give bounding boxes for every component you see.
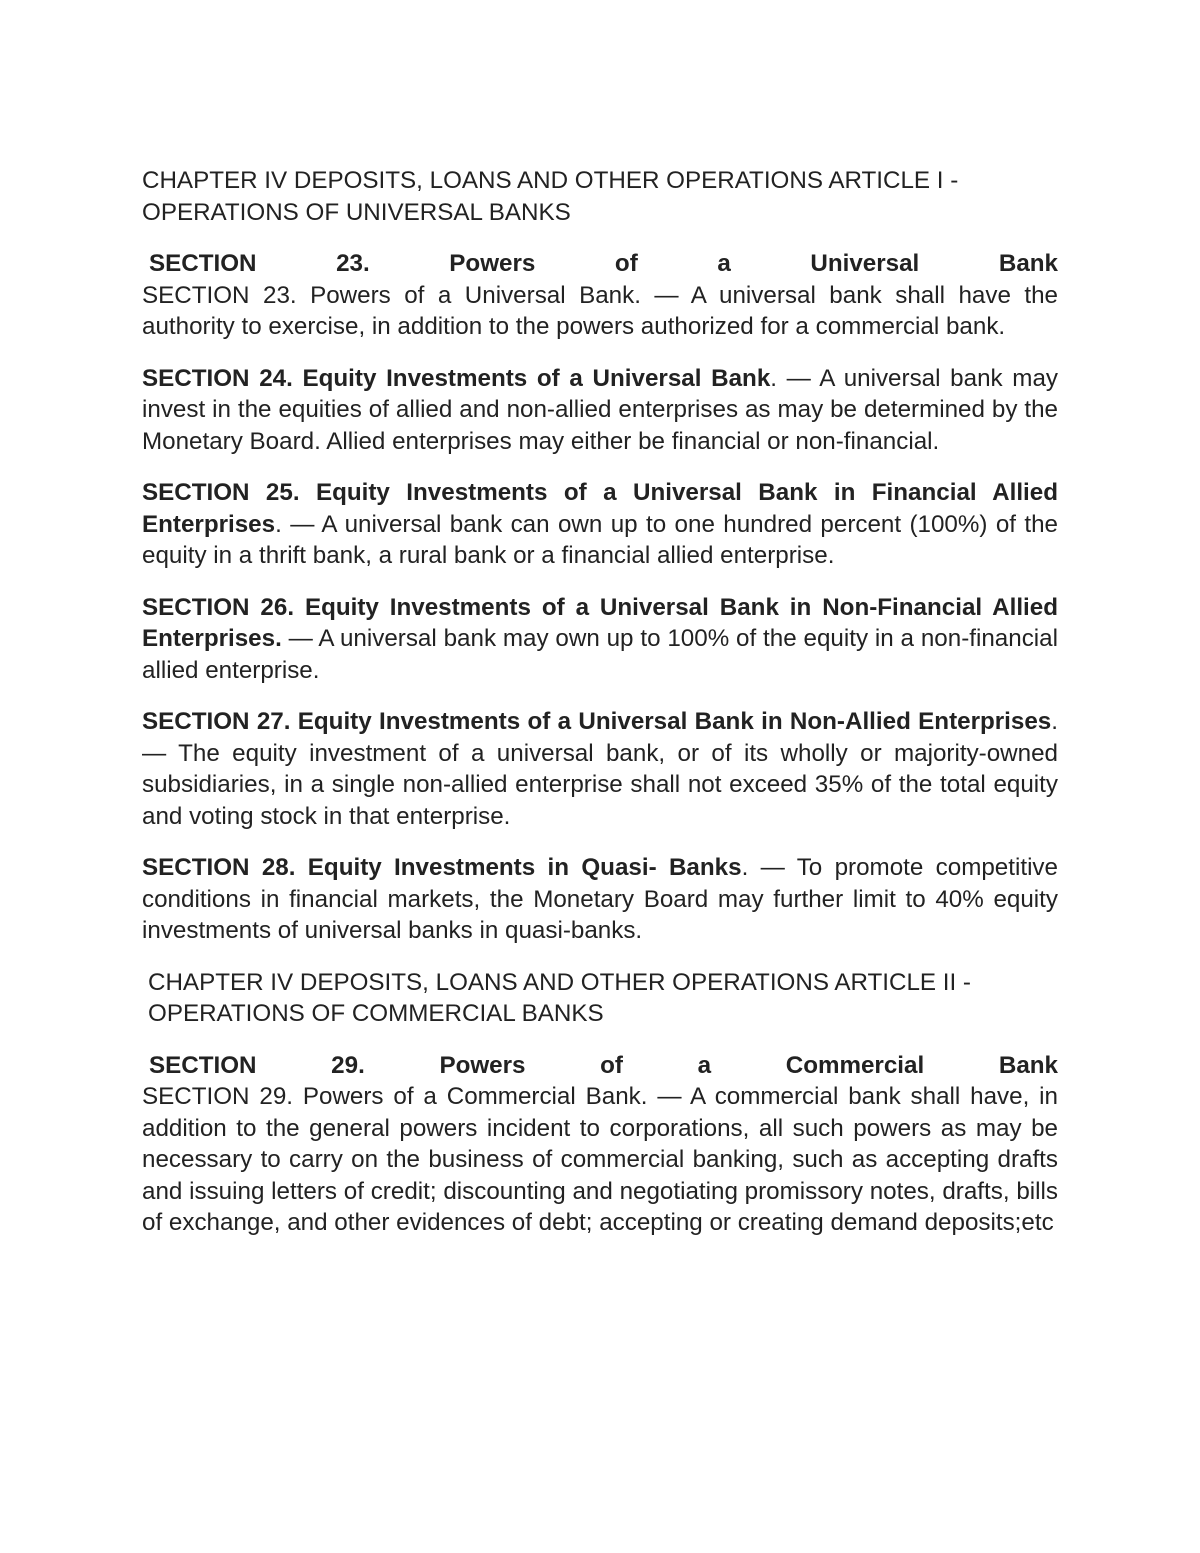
section-26 [142,592,1058,687]
section-26-body: — A universal bank may own up to 100% of the equity in a non-financial allied enterprise. [142,625,1058,684]
section-23 [142,248,1058,343]
section-25-body: . — A universal bank can own up to one hundred percent (100%) of the equity in a thrift bank, a rural bank or a financial allied enterprise. [142,510,1058,569]
section-27 [142,706,1058,832]
section-29-body: SECTION 29. Powers of a Commercial Bank. — A commercial bank shall have, in addition to the general powers incident to corporations, all such powers as may be necessary to carry on the business of commercial banking, such as accepting drafts and issuing letters of credit; discounting and negotiating promissory notes, drafts, bills of exchange, and other evidences of debt; accepting or creating demand deposits;etc [142,1083,1058,1236]
section-28 [142,852,1058,947]
section-24-body: . — A universal bank may invest in the equities of allied and non-allied enterprises as may be determined by the Monetary Board. Allied enterprises may either be financial or non-financial. [142,364,1058,455]
section-29 [142,1050,1058,1239]
section-28-title: SECTION 28. Equity Investments in Quasi- Banks [142,854,742,881]
section-27-body: . — The equity investment of a universal bank, or of its wholly or majority-owned subsidiaries, in a single non-allied enterprise shall not exceed 35% of the total equity and voting stock in that enterprise. [142,708,1058,830]
section-27-title: SECTION 27. Equity Investments of a Universal Bank in Non-Allied Enterprises [142,708,1052,735]
section-28-body: . — To promote competitive conditions in financial markets, the Monetary Board may further limit to 40% equity investments of universal banks in quasi-banks. [142,854,1058,944]
section-25 [142,477,1058,572]
chapter-heading-article-1: CHAPTER IV DEPOSITS, LOANS AND OTHER OPERATIONS ARTICLE I - OPERATIONS OF UNIVERSAL BANKS [142,167,959,226]
section-23-body: SECTION 23. Powers of a Universal Bank. — A universal bank shall have the authority to exercise, in addition to the powers authorized for a commercial bank. [142,281,1058,340]
section-26-title: SECTION 26. Equity Investments of a Universal Bank in Non-Financial Allied Enterprises. [142,593,1058,652]
section-23-heading: SECTION 23. Powers of a Universal Bank [149,250,1058,277]
section-29-heading: SECTION 29. Powers of a Commercial Bank [149,1051,1058,1079]
chapter-heading-article-2: CHAPTER IV DEPOSITS, LOANS AND OTHER OPERATIONS ARTICLE II - OPERATIONS OF COMMERCIAL BANKS [148,968,971,1027]
section-24-title: SECTION 24. Equity Investments of a Universal Bank [142,364,771,392]
document-page [142,165,1058,1259]
section-24 [142,363,1058,458]
section-25-title: SECTION 25. Equity Investments of a Universal Bank in Financial Allied Enterprises [142,479,1058,538]
